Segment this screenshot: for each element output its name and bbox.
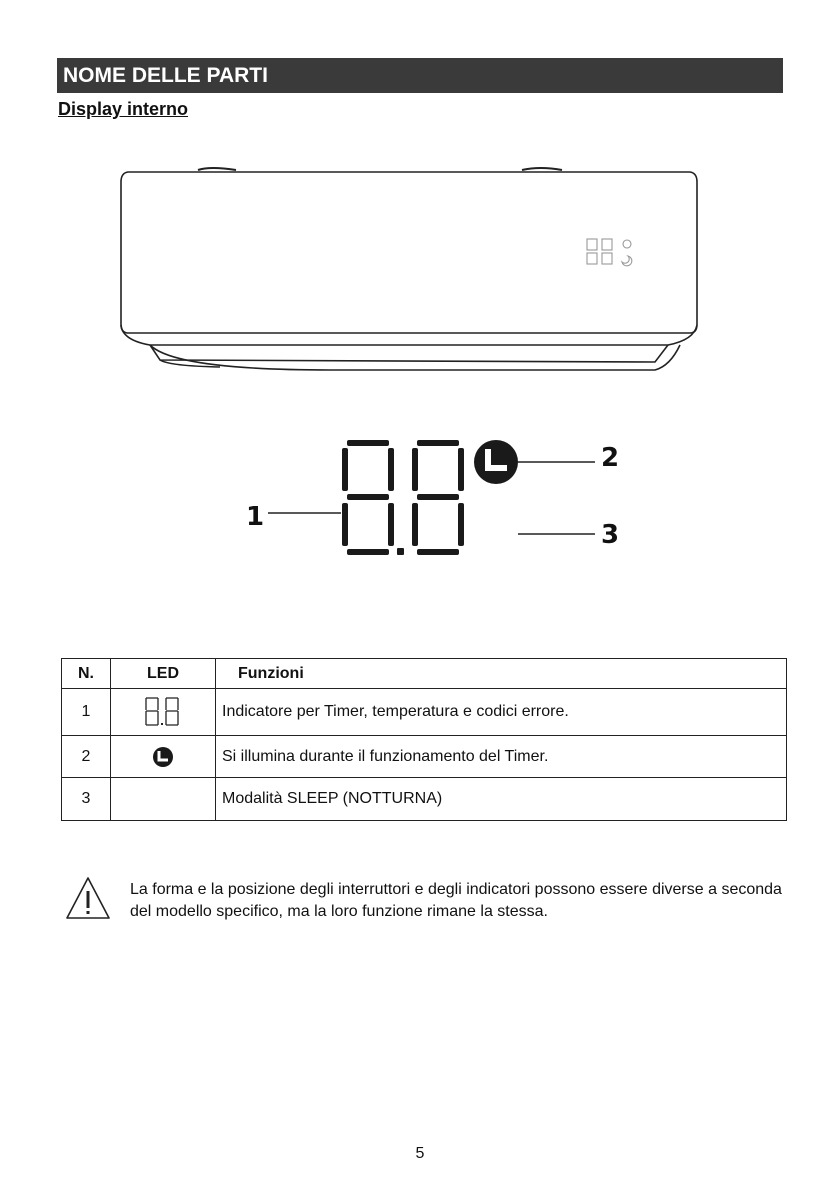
row-led [111,736,216,778]
row-number: 1 [62,689,111,736]
table-header-row [62,659,787,689]
section-title: NOME DELLE PARTI [57,58,783,93]
seven-segment-display-icon [143,695,183,729]
callout-1: 1 [246,502,265,532]
header-function: Funzioni [216,659,787,689]
page-number: 5 [415,1145,425,1162]
warning-triangle-icon [65,876,111,920]
row-number: 3 [62,778,111,821]
unit-mini-display [587,239,632,266]
timer-clock-icon [474,440,518,484]
seven-segment-display-large [342,440,464,555]
callout-2: 2 [601,443,620,473]
indoor-unit-illustration [121,168,697,370]
row-function: Si illumina durante il funzionamento del Timer. [216,736,787,778]
timer-clock-icon [152,746,174,768]
sleep-moon-icon [152,788,174,810]
table-row [62,689,787,736]
led-legend-table [61,658,787,821]
header-led: LED [111,659,216,689]
row-led [111,689,216,736]
row-led [111,778,216,821]
row-function: Modalità SLEEP (NOTTURNA) [216,778,787,821]
header-n: N. [62,659,111,689]
note-text: La forma e la posizione degli interruttori e degli indicatori possono essere diverse a seconda del modello specifico, ma la loro funzione rimane la stessa. [130,881,782,920]
sleep-moon-icon [475,514,514,553]
table-row [62,736,787,778]
row-number: 2 [62,736,111,778]
row-function: Indicatore per Timer, temperatura e codici errore. [216,689,787,736]
table-row [62,778,787,821]
subtitle: Display interno [58,99,189,119]
callout-3: 3 [601,520,620,550]
